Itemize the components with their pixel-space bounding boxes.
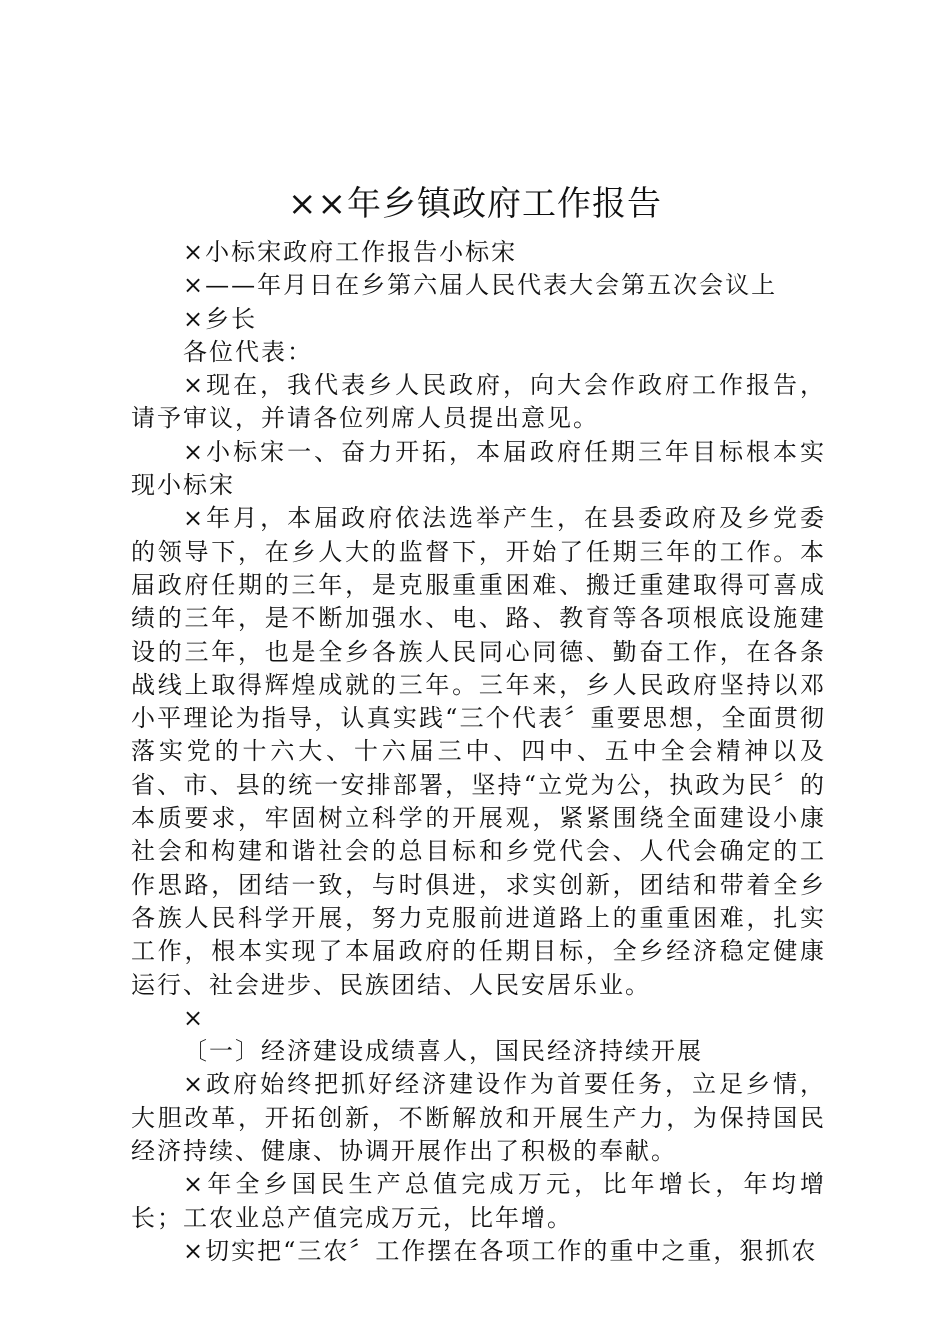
paragraph-meeting-info: ×——年月日在乡第六届人民代表大会第五次会议上 [183,271,778,300]
paragraph-subtitle: ×小标宋政府工作报告小标宋 [183,238,518,266]
paragraph-agriculture: ×切实把“三农〞工作摆在各项工作的重中之重，狠抓农 [183,1236,818,1265]
paragraph-subheading-economy: 〔一〕经济建设成绩喜人，国民经济持续开展 [183,1037,703,1066]
paragraph-salutation: 各位代表： [183,337,313,366]
paragraph-economy: ×政府始终把抓好经济建设作为首要任务，立足乡情，大胆改革，开拓创新，不断解放和开展生产力，为保持国民经济持续、健康、协调开展作出了积极的奉献。 [131,1070,826,1166]
paragraph-placeholder: × [183,1003,206,1032]
paragraph-speaker: ×乡长 [183,304,258,333]
paragraph-section-heading-1: ×小标宋一、奋力开拓，本届政府任期三年目标根本实现小标宋 [131,437,826,500]
paragraph-opening: ×现在，我代表乡人民政府，向大会作政府工作报告，请予审议，并请各位列席人员提出意见。 [131,371,826,433]
paragraph-review: ×年月，本届政府依法选举产生，在县委政府及乡党委的领导下，在乡人大的监督下，开始了任期三年的工作。本届政府任期的三年，是克服重重困难、搬迁重建取得可喜成绩的三年，是不断加强水、电、路、教育等各项根底设施建设的三年，也是全乡各族人民同心同德、勤奋工作，在各条战线上取得辉煌成就的三年。三年来，乡人民政府坚持以邓小平理论为指导，认真实践“三个代表〞重要思想，全面贯彻落实党的十六大、十六届三中、四中、五中全会精神以及省、市、县的统一安排部署，坚持“立党为公，执政为民〞的本质要求，牢固树立科学的开展观，紧紧围绕全面建设小康社会和构建和谐社会的总目标和乡党代会、人代会确定的工作思路，团结一致，与时俱进，求实创新，团结和带着全乡各族人民科学开展，努力克服前进道路上的重重困难，扎实工作，根本实现了本届政府的任期目标，全乡经济稳定健康运行、社会进步、民族团结、人民安居乐业。 [131,504,826,999]
document-body [131,236,826,1268]
paragraph-gdp: ×年全乡国民生产总值完成万元，比年增长，年均增长；工农业总产值完成万元，比年增。 [131,1170,826,1232]
document-title: ××年乡镇政府工作报告 [288,184,662,224]
